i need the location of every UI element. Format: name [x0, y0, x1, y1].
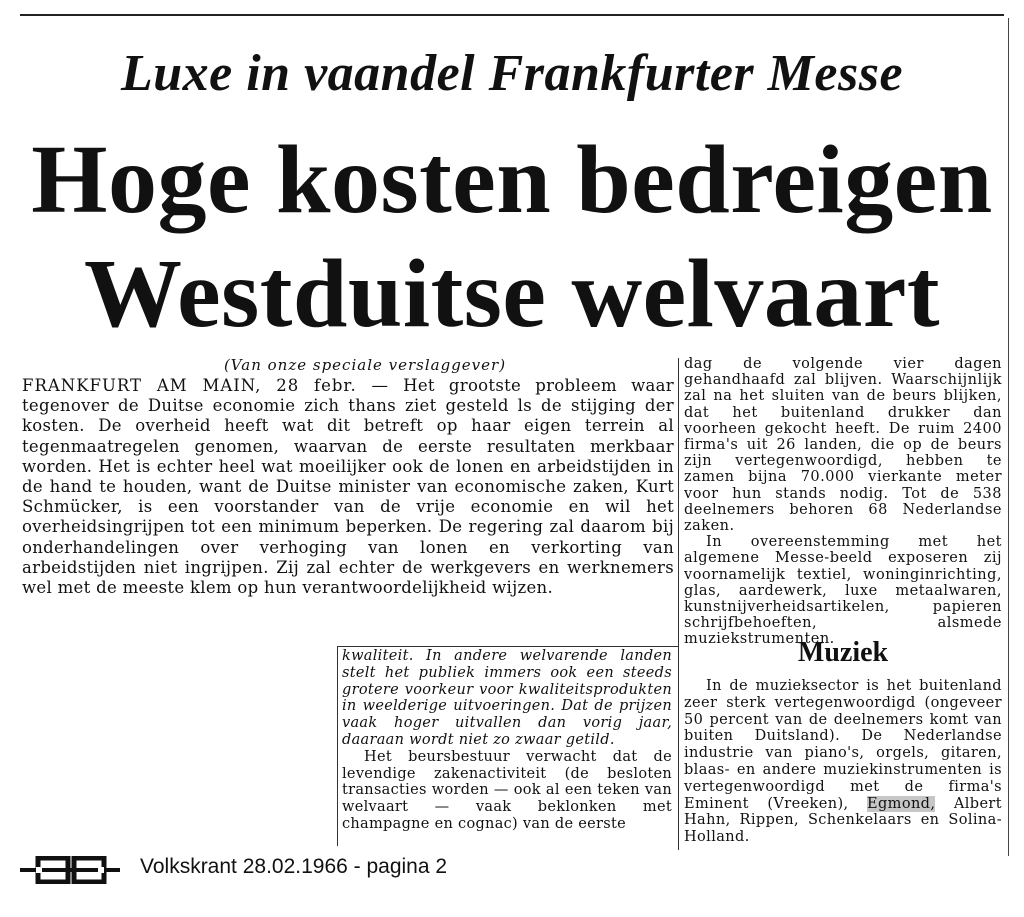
right-paragraph-2: In overeenstemming met het algemene Messe-beeld exposeren zij voornamelijk textiel, woninginrichting, glas, aardewerk, luxe metaalwaren, kunstnijverheidsartikelen, papieren schrijfbehoeften, alsmede muziekstrumenten.: [684, 534, 1002, 648]
column-divider-right: [678, 358, 679, 850]
right-paragraph-1: dag de volgende vier dagen gehandhaafd zal blijven. Waarschijnlijk zal na het sluiten van de beurs blijken, dat het buitenland drukker dan voorheen gekocht heeft. De ruim 2400 firma's uit 26 landen, die op de beurs zijn vertegenwoordigd, hebben te zamen bijna 70.000 vierkante meter voor hun stands nodig. Tot de 538 deelnemers behoren 68 Nederlandse zaken.: [684, 356, 1002, 535]
column-divider-middle: [337, 646, 338, 846]
muziek-text-after: Albert Hahn, Rippen, Schenkelaars en Solina-Holland.: [684, 795, 1002, 846]
source-caption: Volkskrant 28.02.1966 - pagina 2: [140, 855, 448, 878]
middle-italic-paragraph: kwaliteit. In andere welvarende landen stelt het publiek immers ook een steeds grotere voorkeur voor kwaliteitsprodukten in weelderige uitvoeringen. Dat de prijzen vaak hoger uitvallen dan vorig jaar, daaraan wordt niet zo zwaar getild.: [342, 648, 672, 748]
archive-logo: [20, 856, 120, 884]
middle-column: [342, 648, 672, 833]
section-divider-middle: [337, 646, 678, 647]
highlighted-name: Egmond,: [867, 795, 936, 812]
lead-text: Het grootste probleem waar tegenover de Duitse economie zich thans ziet gesteld ls de stijging der kosten. De overheid heeft wat dit betreft op haar eigen terrein al tegenmaatregelen genomen, waarvan de eerste resultaten merkbaar worden. Het is echter heel wat moeilijker ook de lonen en arbeidstijden in de hand te houden, want de Duitse minister van economische zaken, Kurt Schmücker, is een voorstander van de vrije economie en wil het overheidsingrijpen tot een minimum beperken. De regering zal daarom bij onderhandelingen over verhoging van lonen en verkorting van arbeidstijden niet ingrijpen. Zij zal echter de werkgevers en werknemers wel met de meeste klem op hun verantwoordelijkheid wijzen.: [22, 376, 674, 598]
top-rule: [20, 14, 1004, 16]
headline-line-1: Hoge kosten bedreigen: [31, 126, 993, 234]
muziek-text-wrapper: [684, 678, 1002, 846]
byline: (Van onze speciale verslaggever): [223, 356, 507, 374]
muziek-text-before: In de muzieksector is het buitenland zeer sterk vertegenwoordigd (ongeveer 50 percent van de deelnemers komt van buiten Duitsland). De Nederlandse industrie van piano's, orgels, gitaren, blaas- en andere muziekinstrumenten is vertegenwoordigd met de firma's Eminent (Vreeken),: [684, 678, 1002, 812]
article-kicker: Luxe in vaandel Frankfurter Messe: [120, 45, 904, 102]
headline-line-2: Westduitse welvaart: [84, 240, 940, 348]
lead-paragraph: [22, 376, 674, 598]
section-heading-muziek: Muziek: [797, 637, 889, 668]
muziek-paragraph: [684, 678, 1002, 846]
middle-paragraph: Het beursbestuur verwacht dat de levendige zakenactiviteit (de besloten transacties worden — ook al een teken van welvaart — vaak beklonken met champagne en cognac) van de eerste: [342, 748, 672, 832]
right-column: [684, 356, 1002, 648]
dateline: FRANKFURT AM MAIN, 28 febr. —: [22, 376, 390, 395]
